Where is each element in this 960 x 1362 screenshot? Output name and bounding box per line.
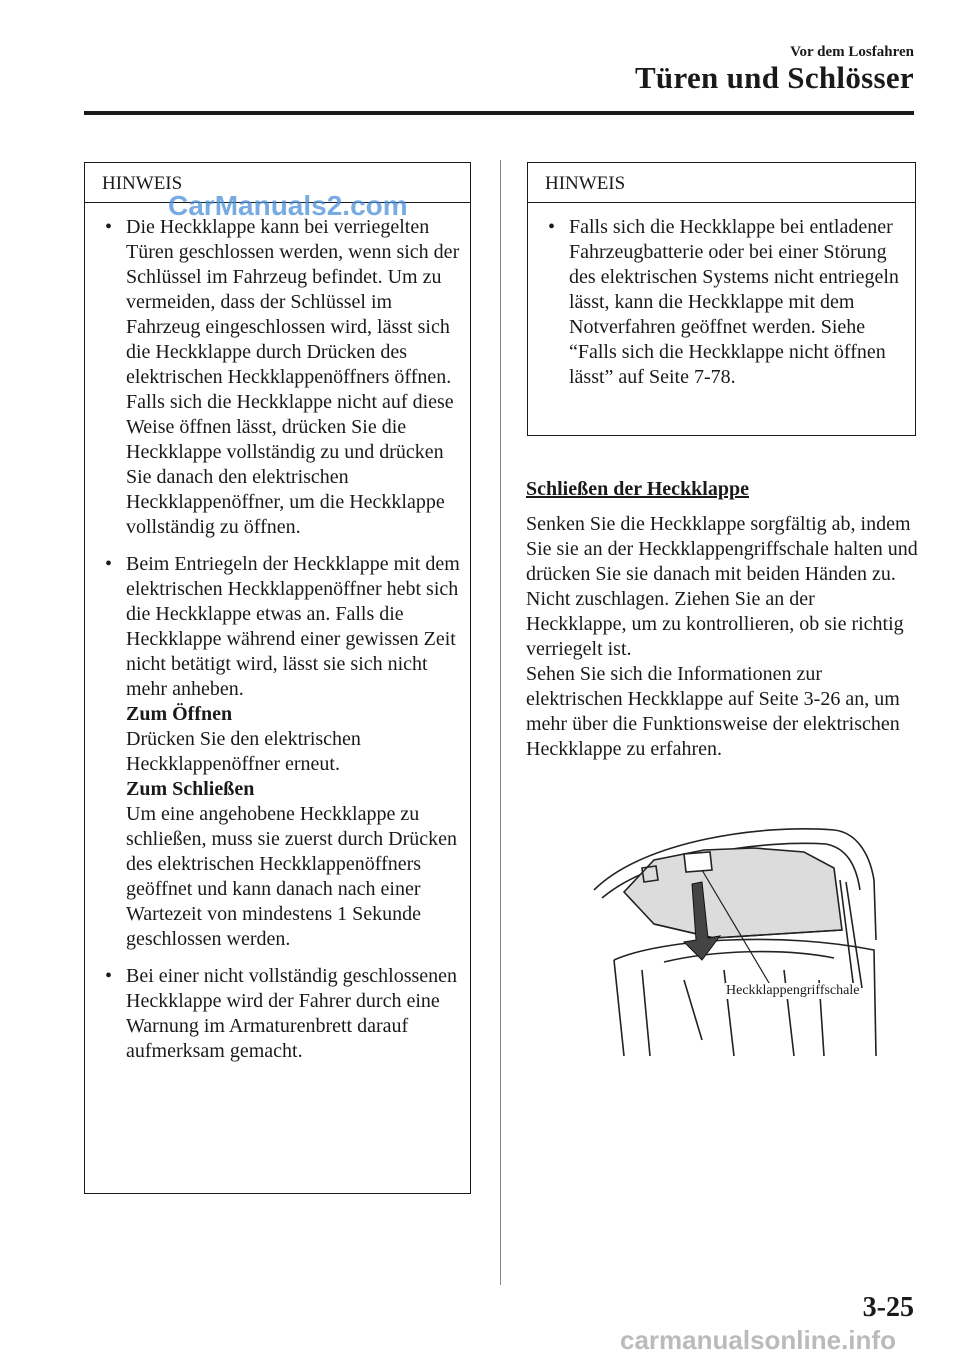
right-note-box bbox=[527, 162, 916, 436]
chapter-title: Türen und Schlösser bbox=[634, 60, 914, 95]
page-number: 3-25 bbox=[862, 1292, 914, 1323]
note-item bbox=[103, 964, 460, 1064]
bullet: • bbox=[105, 216, 113, 238]
chapter-subtitle: Vor dem Losfahren bbox=[790, 44, 914, 60]
note-item bbox=[103, 552, 460, 952]
column-divider bbox=[500, 160, 501, 1285]
note-item-text: Falls sich die Heckklappe bei entladener Fahrzeugbatterie oder bei einer Störung des elektrischen Systems nicht entriegeln lässt, kann die Heckklappe mit dem Notverfahren geöffnet werden. Siehe “Falls sich die Heckklappe nicht öffnen lässt” auf Seite 7-78. bbox=[569, 216, 899, 388]
note-item bbox=[546, 215, 905, 390]
subtext-close: Um eine angehobene Heckklappe zu schließen, muss sie zuerst durch Drücken des elektrischen Heckklappenöffners geöffnet und kann danach nach einer Wartezeit von mindestens 1 Sekunde geschlossen werden. bbox=[126, 803, 458, 950]
subheading-close: Zum Schließen bbox=[126, 778, 255, 800]
header-rule bbox=[84, 111, 914, 115]
bullet: • bbox=[105, 553, 113, 575]
note-body bbox=[85, 203, 470, 1064]
note-heading: HINWEIS bbox=[85, 163, 470, 203]
section-body bbox=[526, 512, 918, 762]
note-item-text: Die Heckklappe kann bei verriegelten Türen geschlossen werden, wenn sich der Schlüssel im Fahrzeug befindet. Um zu vermeiden, dass der Schlüssel im Fahrzeug eingeschlossen wird, lässt sich die Heckklappe durch Drücken des elektrischen Heckklappenöffners öffnen. Falls sich die Heckklappe nicht auf diese Weise öffnen lässt, drücken Sie die Heckklappe vollständig zu und drücken Sie danach den elektrischen Heckklappenöffner, um die Heckklappe vollständig zu öffnen. bbox=[126, 216, 460, 538]
paragraph: Nicht zuschlagen. Ziehen Sie an der Heckklappe, um zu kontrollieren, ob sie richtig verriegelt ist. bbox=[526, 588, 904, 660]
subtext-open: Drücken Sie den elektrischen Heckklappenöffner erneut. bbox=[126, 728, 361, 775]
note-heading: HINWEIS bbox=[528, 163, 915, 203]
section-heading: Schließen der Heckklappe bbox=[526, 478, 749, 500]
subheading-open: Zum Öffnen bbox=[126, 703, 233, 725]
watermark-logo: CarManuals2.com bbox=[168, 190, 408, 221]
note-item-text: Bei einer nicht vollständig geschlossenen Heckklappe wird der Fahrer durch eine Warnung im Armaturenbrett darauf aufmerksam gemacht. bbox=[126, 965, 458, 1062]
paragraph: Senken Sie die Heckklappe sorgfältig ab, indem Sie sie an der Heckklappengriffschale halten und drücken Sie sie danach mit beiden Händen zu. bbox=[526, 513, 918, 585]
figure-label: Heckklappengriffschale bbox=[726, 983, 860, 998]
bullet: • bbox=[105, 965, 113, 987]
liftgate-illustration bbox=[584, 820, 882, 1056]
bullet: • bbox=[548, 216, 556, 238]
note-item-text: Beim Entriegeln der Heckklappe mit dem elektrischen Heckklappenöffner hebt sich die Heckklappe etwas an. Falls die Heckklappe während einer gewissen Zeit nicht betätigt wird, lässt sie sich nicht mehr anheben. bbox=[126, 553, 460, 700]
left-note-box bbox=[84, 162, 471, 1194]
paragraph: Sehen Sie sich die Informationen zur elektrischen Heckklappe auf Seite 3-26 an, um mehr über die Funktionsweise der elektrischen Heckklappe zu erfahren. bbox=[526, 663, 900, 760]
note-item bbox=[103, 215, 460, 540]
note-body bbox=[528, 203, 915, 390]
footer-watermark: carmanualsonline.info bbox=[620, 1325, 896, 1355]
